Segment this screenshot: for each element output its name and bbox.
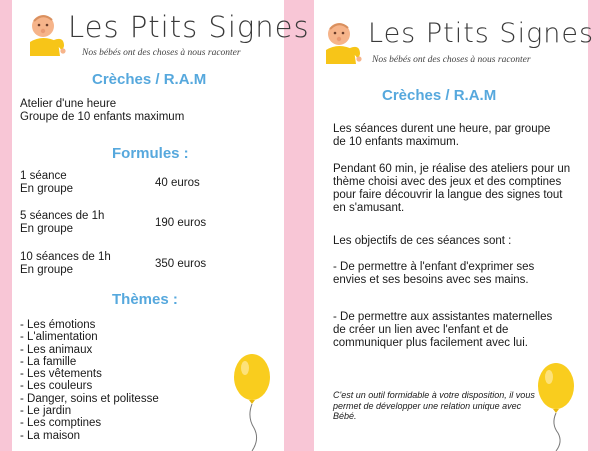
intro-line: Groupe de 10 enfants maximum — [20, 111, 185, 123]
formula-price: 350 euros — [155, 258, 207, 270]
formula-label — [20, 210, 160, 236]
theme-item: - Les couleurs — [20, 380, 93, 393]
formula-price: 40 euros — [155, 177, 200, 189]
themes-list — [20, 319, 220, 442]
brand-header — [12, 6, 310, 68]
brand-title: Les Ptits Signes — [368, 18, 595, 49]
section-heading: Crèches / R.A.M — [382, 87, 497, 104]
formula-label-line: 5 séances de 1h — [20, 210, 105, 222]
balloon-icon — [534, 361, 578, 451]
paragraph: - De permettre à l'enfant d'exprimer ses envies et ses besoins avec ses mains. — [333, 261, 535, 286]
formula-label-line: 1 séance — [20, 170, 67, 182]
paragraph: Les objectifs de ces séances sont : — [333, 235, 512, 247]
formula-label-line: En groupe — [20, 264, 74, 276]
flyer-left — [12, 0, 310, 451]
paragraph: Les séances durent une heure, par groupe de 10 enfants maximum. — [333, 123, 551, 148]
brand-tagline: Nos bébés ont des choses à nous raconter — [82, 48, 241, 58]
formula-label — [20, 170, 160, 196]
intro-line: Atelier d'une heure — [20, 98, 117, 110]
paragraph: - De permettre aux assistantes maternelles de créer un lien avec l'enfant et de communiquer plus facilement avec lui. — [333, 311, 553, 349]
brand-title: Les Ptits Signes — [68, 10, 310, 44]
baby-logo-icon — [322, 20, 362, 66]
theme-item: - La famille — [20, 355, 77, 368]
balloon-icon — [230, 352, 274, 451]
theme-item: - Les vêtements — [20, 368, 102, 381]
flyer-right — [314, 0, 595, 451]
theme-item: - Les émotions — [20, 319, 96, 331]
theme-item: - Le jardin — [20, 405, 72, 418]
formula-label — [20, 251, 160, 277]
formula-label-line: En groupe — [20, 223, 74, 235]
theme-item: - Danger, soins et politesse — [20, 392, 159, 405]
paragraph: Pendant 60 min, je réalise des ateliers pour un thème choisi avec des jeux et des comptines pour faire découvrir la langue des signes tout en s'amusant. — [333, 163, 571, 214]
formula-label-line: 10 séances de 1h — [20, 251, 111, 263]
theme-item: - Les comptines — [20, 417, 102, 430]
formula-price: 190 euros — [155, 217, 207, 229]
brand-header — [314, 6, 595, 68]
themes-heading: Thèmes : — [112, 291, 178, 308]
brand-tagline: Nos bébés ont des choses à nous raconter — [372, 55, 531, 65]
closing-note: C'est un outil formidable à votre disposition, il vous permet de développer une relation unique avec Bébé. — [333, 390, 535, 421]
formula-label-line: En groupe — [20, 183, 74, 195]
theme-item: - Les animaux — [20, 343, 93, 356]
intro-text — [20, 98, 280, 124]
theme-item: - La maison — [20, 429, 81, 442]
formulas-heading: Formules : — [112, 145, 189, 162]
section-heading: Crèches / R.A.M — [92, 71, 207, 88]
theme-item: - L'alimentation — [20, 331, 98, 344]
baby-logo-icon — [26, 12, 66, 58]
